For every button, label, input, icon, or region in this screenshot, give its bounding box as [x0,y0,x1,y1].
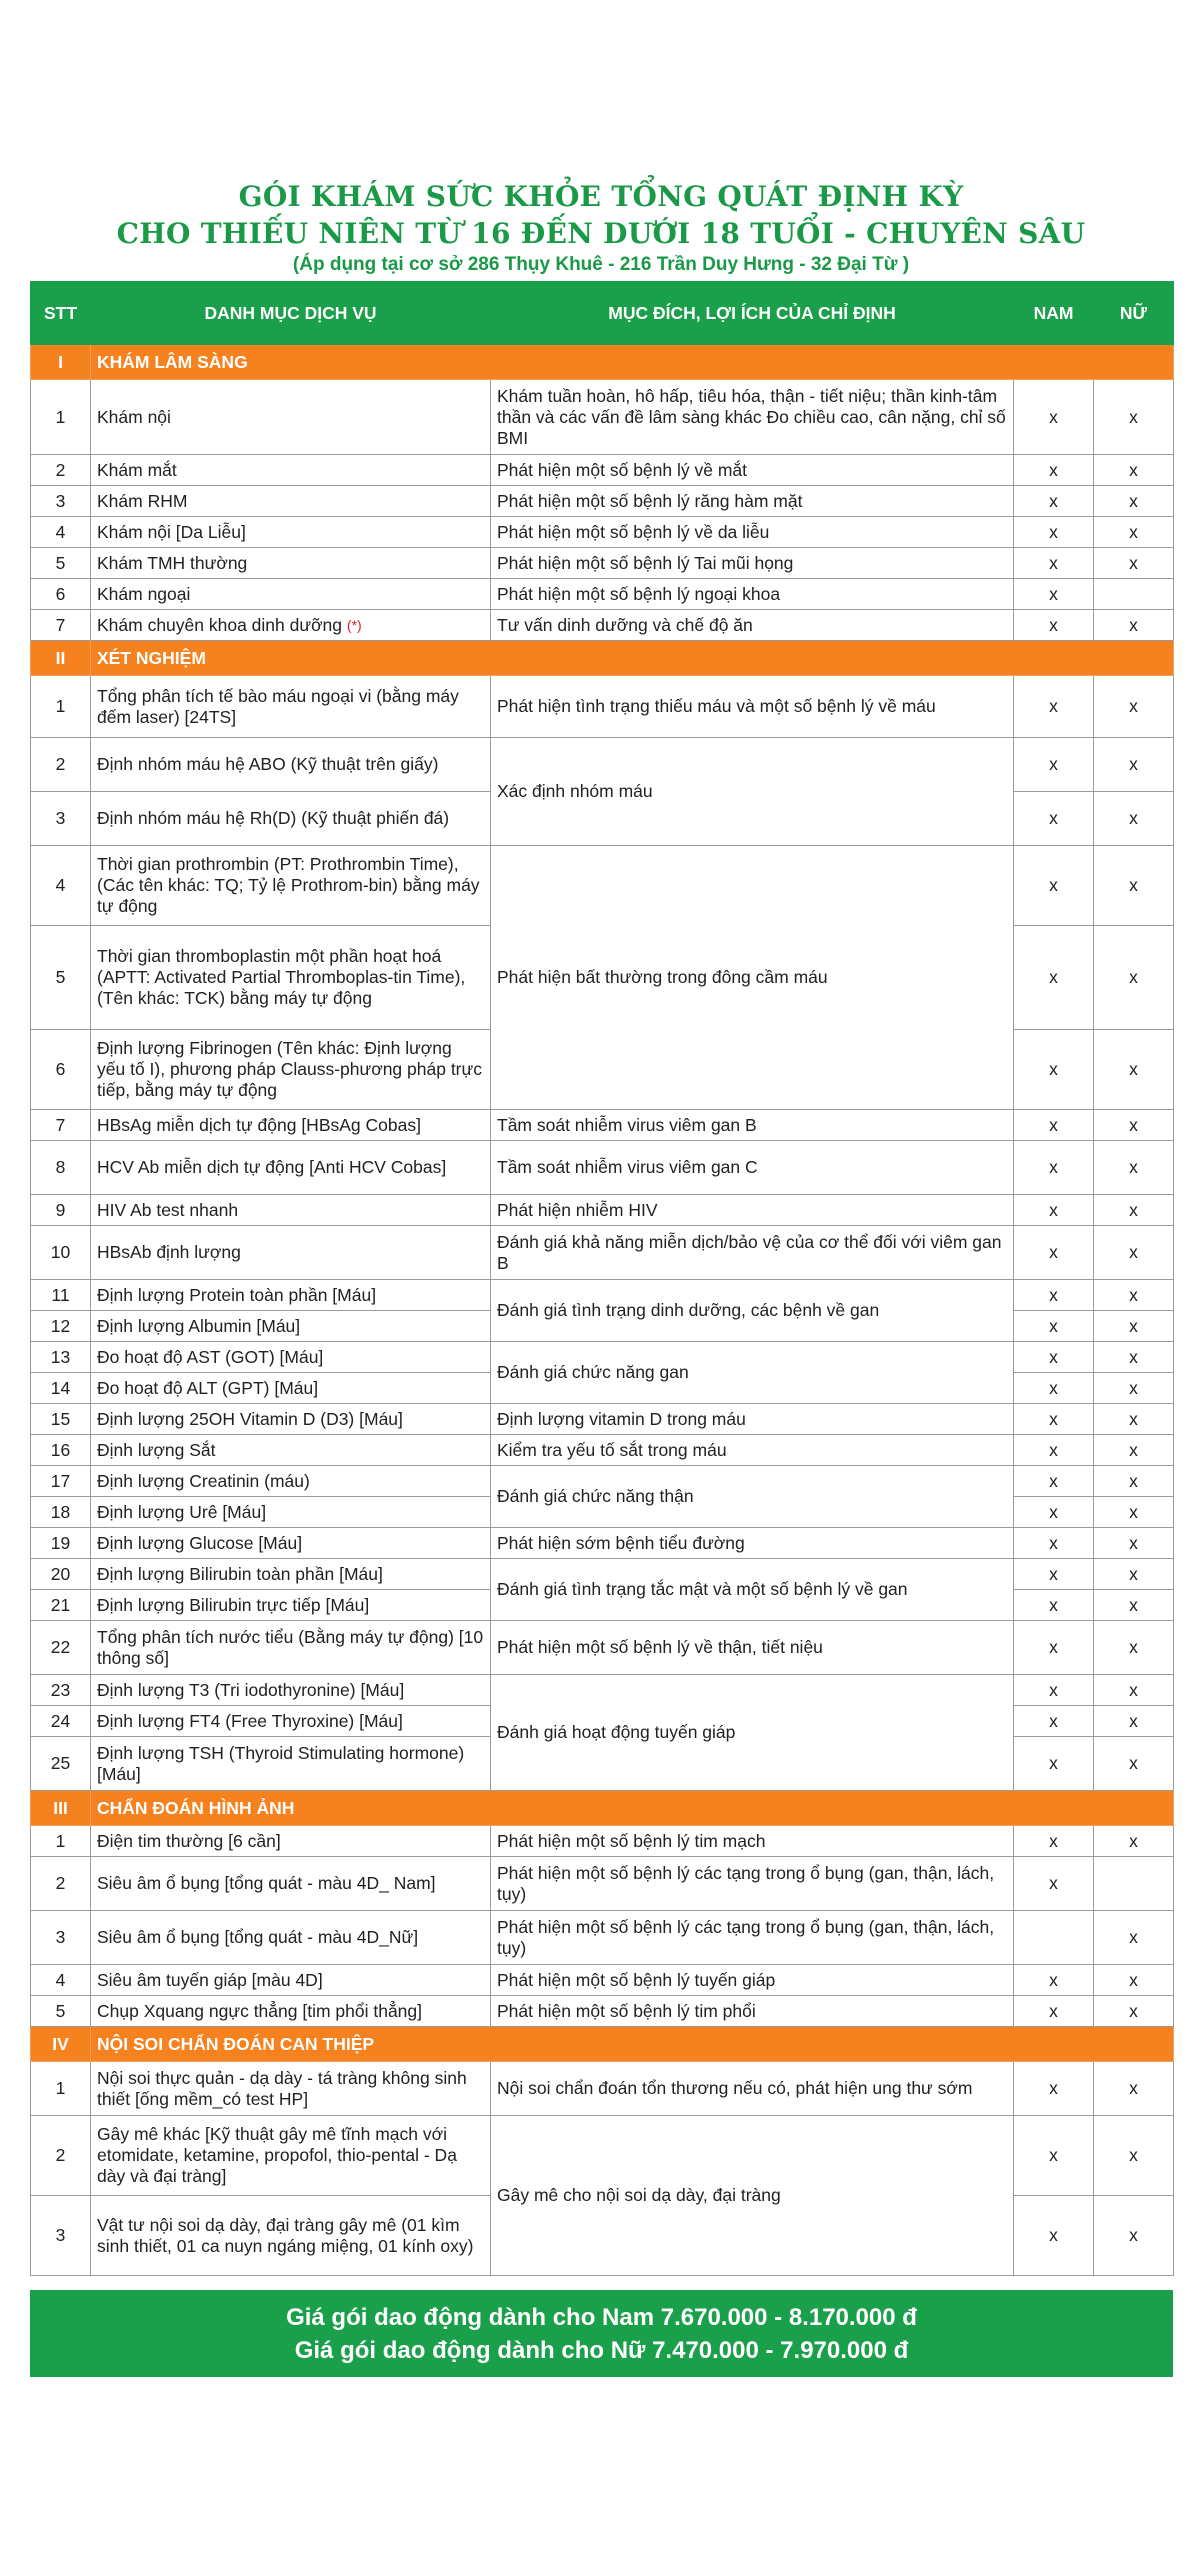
service-name: Định lượng TSH (Thyroid Stimulating hormone) [Máu] [97,1742,465,1784]
row-stt: 8 [31,1141,91,1195]
male-mark: x [1014,548,1094,579]
service-name-cell [91,1030,491,1110]
service-name: Định lượng Albumin [Máu] [97,1315,301,1336]
female-mark: x [1094,548,1174,579]
purpose-cell: Gây mê cho nội soi dạ dày, đại tràng [491,2116,1014,2276]
female-mark: x [1094,610,1174,641]
row-stt: 12 [31,1311,91,1342]
purpose-cell: Đánh giá tình trạng tắc mật và một số bệnh lý về gan [491,1559,1014,1621]
female-mark: x [1094,1528,1174,1559]
male-mark: x [1014,1311,1094,1342]
female-mark: x [1094,2062,1174,2116]
service-name: HBsAb định lượng [97,1242,241,1262]
service-name: Khám RHM [97,490,188,511]
table-row [31,1110,1174,1141]
female-mark: x [1094,1706,1174,1737]
table-row [31,846,1174,926]
section-title: NỘI SOI CHẨN ĐOÁN CAN THIỆP [91,2027,1174,2062]
table-row [31,517,1174,548]
service-name: Thời gian prothrombin (PT: Prothrombin Time), (Các tên khác: TQ; Tỷ lệ Prothrom-bin) bằng máy tự động [97,854,480,916]
row-stt: 6 [31,579,91,610]
service-name-cell [91,579,491,610]
footnote-marker: (*) [346,616,362,633]
row-stt: 17 [31,1466,91,1497]
female-mark: x [1094,1497,1174,1528]
male-mark: x [1014,2196,1094,2276]
male-mark: x [1014,1675,1094,1706]
row-stt: 4 [31,846,91,926]
purpose-cell: Đánh giá tình trạng dinh dưỡng, các bệnh về gan [491,1280,1014,1342]
row-stt: 4 [31,1965,91,1996]
service-name-cell [91,1466,491,1497]
purpose-cell: Đánh giá chức năng thận [491,1466,1014,1528]
female-mark: x [1094,1590,1174,1621]
col-header-stt: STT [31,282,91,345]
female-mark: x [1094,1826,1174,1857]
table-row [31,2116,1174,2196]
table-row [31,1911,1174,1965]
male-mark: x [1014,1528,1094,1559]
purpose-cell: Nội soi chẩn đoán tổn thương nếu có, phát hiện ung thư sớm [491,2062,1014,2116]
table-row [31,1280,1174,1311]
service-name-cell [91,1996,491,2027]
male-mark: x [1014,1342,1094,1373]
male-mark: x [1014,1706,1094,1737]
male-mark: x [1014,1826,1094,1857]
row-stt: 1 [31,1826,91,1857]
price-female: Giá gói dao động dành cho Nữ 7.470.000 - 7.970.000 đ [294,2337,909,2364]
service-name: Định lượng T3 (Tri iodothyronine) [Máu] [97,1679,405,1700]
service-name: HIV Ab test nhanh [97,1199,239,1220]
male-mark: x [1014,1737,1094,1791]
service-name-cell [91,1590,491,1621]
service-name-cell [91,517,491,548]
row-stt: 14 [31,1373,91,1404]
male-mark: x [1014,676,1094,738]
female-mark: x [1094,676,1174,738]
service-name: Đo hoạt độ AST (GOT) [Máu] [97,1346,324,1367]
price-footer [30,2290,1173,2377]
male-mark: x [1014,1590,1094,1621]
female-mark: x [1094,2116,1174,2196]
table-body [31,345,1174,2276]
service-name-cell [91,1911,491,1965]
service-name: Đo hoạt độ ALT (GPT) [Máu] [97,1377,319,1398]
male-mark: x [1014,486,1094,517]
service-name-cell [91,1857,491,1911]
male-mark: x [1014,1857,1094,1911]
purpose-cell: Phát hiện một số bệnh lý các tạng trong ổ bụng (gan, thận, lách, tụy) [491,1857,1014,1911]
section-number: I [31,345,91,380]
service-name-cell [91,1195,491,1226]
female-mark: x [1094,1911,1174,1965]
female-mark: x [1094,1342,1174,1373]
male-mark: x [1014,579,1094,610]
service-name-cell [91,1311,491,1342]
table-row [31,1857,1174,1911]
purpose-cell: Phát hiện một số bệnh lý về thận, tiết niệu [491,1621,1014,1675]
row-stt: 19 [31,1528,91,1559]
female-mark: x [1094,1435,1174,1466]
purpose-cell: Phát hiện một số bệnh lý về mắt [491,455,1014,486]
purpose-cell: Tư vấn dinh dưỡng và chế độ ăn [491,610,1014,641]
service-name: Điện tim thường [6 cần] [97,1830,281,1851]
row-stt: 4 [31,517,91,548]
male-mark: x [1014,610,1094,641]
male-mark: x [1014,1226,1094,1280]
row-stt: 9 [31,1195,91,1226]
col-header-female: NỮ [1094,282,1174,345]
female-mark: x [1094,1280,1174,1311]
title-line-2: CHO THIẾU NIÊN TỪ 16 ĐẾN DƯỚI 18 TUỔI - CHUYÊN SÂU [116,217,1086,250]
female-mark: x [1094,1559,1174,1590]
purpose-cell: Phát hiện nhiễm HIV [491,1195,1014,1226]
table-row [31,1621,1174,1675]
service-name: Siêu âm tuyến giáp [màu 4D] [97,1969,323,1990]
service-name: Định lượng Bilirubin trực tiếp [Máu] [97,1594,370,1615]
female-mark: x [1094,1226,1174,1280]
male-mark: x [1014,1373,1094,1404]
table-row [31,548,1174,579]
service-name-cell [91,380,491,455]
service-name-cell [91,2196,491,2276]
service-name-cell [91,610,491,641]
service-name-cell [91,1965,491,1996]
section-title: KHÁM LÂM SÀNG [91,345,1174,380]
purpose-cell: Phát hiện bất thường trong đông cầm máu [491,846,1014,1110]
purpose-cell: Kiểm tra yếu tố sắt trong máu [491,1435,1014,1466]
female-mark: x [1094,1030,1174,1110]
row-stt: 24 [31,1706,91,1737]
price-male: Giá gói dao động dành cho Nam 7.670.000 - 8.170.000 đ [286,2304,917,2331]
row-stt: 11 [31,1280,91,1311]
table-row [31,1466,1174,1497]
row-stt: 3 [31,2196,91,2276]
female-mark: x [1094,1737,1174,1791]
service-name-cell [91,1826,491,1857]
table-row [31,1996,1174,2027]
table-row [31,738,1174,792]
service-name: Tổng phân tích tế bào máu ngoại vi (bằng máy đếm laser) [24TS] [97,685,459,727]
service-name: Định lượng 25OH Vitamin D (D3) [Máu] [97,1408,403,1429]
service-name: HCV Ab miễn dịch tự động [Anti HCV Cobas] [97,1157,447,1177]
table-row [31,1826,1174,1857]
service-name: Định lượng FT4 (Free Thyroxine) [Máu] [97,1710,403,1731]
service-name-cell [91,1404,491,1435]
service-name-cell [91,1342,491,1373]
service-name: Khám nội [Da Liễu] [97,521,246,542]
purpose-cell: Phát hiện một số bệnh lý ngoại khoa [491,579,1014,610]
table-row [31,1141,1174,1195]
service-name: Định lượng Sắt [97,1439,216,1460]
row-stt: 2 [31,455,91,486]
table-row [31,610,1174,641]
table-row [31,2062,1174,2116]
service-name: Định lượng Creatinin (máu) [97,1470,310,1491]
female-mark: x [1094,1675,1174,1706]
service-name-cell [91,1280,491,1311]
service-name-cell [91,1528,491,1559]
services-table-wrapper [30,281,1173,2276]
table-row [31,455,1174,486]
service-name-cell [91,792,491,846]
service-name: Vật tư nội soi dạ dày, đại tràng gây mê (01 kìm sinh thiết, 01 ca nuyn ngáng miệng, 01 kính oxy) [97,2214,474,2256]
row-stt: 16 [31,1435,91,1466]
purpose-cell: Tầm soát nhiễm virus viêm gan B [491,1110,1014,1141]
section-header-row [31,2027,1174,2062]
service-name: Gây mê khác [Kỹ thuật gây mê tĩnh mạch với etomidate, ketamine, propofol, thio-pental - Dạ dày và đại tràng] [97,2124,457,2186]
service-name: Khám chuyên khoa dinh dưỡng [97,614,343,635]
male-mark [1014,1911,1094,1965]
male-mark: x [1014,1497,1094,1528]
table-row [31,1226,1174,1280]
service-name-cell [91,1226,491,1280]
male-mark: x [1014,2062,1094,2116]
row-stt: 25 [31,1737,91,1791]
col-header-service: DANH MỤC DỊCH VỤ [91,282,491,345]
table-row [31,1559,1174,1590]
female-mark: x [1094,1621,1174,1675]
service-name-cell [91,1737,491,1791]
row-stt: 23 [31,1675,91,1706]
male-mark: x [1014,792,1094,846]
purpose-cell: Đánh giá hoạt động tuyến giáp [491,1675,1014,1791]
row-stt: 3 [31,1911,91,1965]
row-stt: 5 [31,1996,91,2027]
purpose-cell: Phát hiện một số bệnh lý tuyến giáp [491,1965,1014,1996]
female-mark: x [1094,1965,1174,1996]
col-header-purpose: MỤC ĐÍCH, LỢI ÍCH CỦA CHỈ ĐỊNH [491,282,1014,345]
table-row [31,579,1174,610]
purpose-cell: Đánh giá chức năng gan [491,1342,1014,1404]
row-stt: 5 [31,926,91,1030]
male-mark: x [1014,926,1094,1030]
service-name: Thời gian thromboplastin một phần hoạt hoá (APTT: Activated Partial Thromboplas-tin Time), (Tên khác: TCK) bằng máy tự động [97,946,466,1008]
service-name-cell [91,2062,491,2116]
service-name-cell [91,1675,491,1706]
row-stt: 2 [31,738,91,792]
male-mark: x [1014,1195,1094,1226]
male-mark: x [1014,455,1094,486]
female-mark: x [1094,486,1174,517]
service-name: Định lượng Bilirubin toàn phần [Máu] [97,1563,383,1584]
service-name: Định lượng Protein toàn phần [Máu] [97,1284,377,1305]
service-name-cell [91,548,491,579]
male-mark: x [1014,1466,1094,1497]
male-mark: x [1014,1559,1094,1590]
row-stt: 10 [31,1226,91,1280]
row-stt: 20 [31,1559,91,1590]
service-name-cell [91,1706,491,1737]
service-name-cell [91,1497,491,1528]
female-mark: x [1094,846,1174,926]
page-header [0,178,1202,278]
male-mark: x [1014,1141,1094,1195]
female-mark: x [1094,1141,1174,1195]
service-name: Khám mắt [97,459,177,480]
female-mark: x [1094,1110,1174,1141]
service-name: Khám nội [97,406,171,427]
service-name: Chụp Xquang ngực thẳng [tim phổi thẳng] [97,2000,422,2021]
service-name-cell [91,2116,491,2196]
female-mark [1094,1857,1174,1911]
services-table [30,281,1174,2276]
table-row [31,486,1174,517]
row-stt: 2 [31,2116,91,2196]
row-stt: 1 [31,676,91,738]
purpose-cell: Phát hiện một số bệnh lý tim phổi [491,1996,1014,2027]
male-mark: x [1014,1965,1094,1996]
service-name-cell [91,926,491,1030]
female-mark: x [1094,1373,1174,1404]
female-mark: x [1094,517,1174,548]
table-row [31,1342,1174,1373]
row-stt: 22 [31,1621,91,1675]
male-mark: x [1014,738,1094,792]
table-row [31,1528,1174,1559]
female-mark: x [1094,380,1174,455]
female-mark: x [1094,926,1174,1030]
service-name: Siêu âm ổ bụng [tổng quát - màu 4D_ Nam] [97,1873,436,1893]
row-stt: 5 [31,548,91,579]
service-name: Khám ngoại [97,583,191,604]
row-stt: 3 [31,792,91,846]
table-row [31,1435,1174,1466]
purpose-cell: Phát hiện tình trạng thiếu máu và một số bệnh lý về máu [491,676,1014,738]
purpose-cell: Xác định nhóm máu [491,738,1014,846]
female-mark: x [1094,1311,1174,1342]
section-title: XÉT NGHIỆM [91,641,1174,676]
service-name-cell [91,738,491,792]
table-row [31,676,1174,738]
female-mark: x [1094,1404,1174,1435]
section-header-row [31,345,1174,380]
male-mark: x [1014,1110,1094,1141]
row-stt: 3 [31,486,91,517]
service-name-cell [91,846,491,926]
table-header-row [31,282,1174,345]
service-name: Tổng phân tích nước tiểu (Bằng máy tự động) [10 thông số] [97,1626,484,1668]
service-name-cell [91,455,491,486]
purpose-cell: Phát hiện một số bệnh lý răng hàm mặt [491,486,1014,517]
female-mark: x [1094,1996,1174,2027]
table-row [31,1965,1174,1996]
table-row [31,380,1174,455]
purpose-cell: Phát hiện một số bệnh lý các tạng trong ổ bụng (gan, thận, lách, tụy) [491,1911,1014,1965]
row-stt: 1 [31,380,91,455]
service-name: Nội soi thực quản - dạ dày - tá tràng không sinh thiết [ống mềm_có test HP] [97,2067,467,2109]
purpose-cell: Đánh giá khả năng miễn dịch/bảo vệ của cơ thể đối với viêm gan B [491,1226,1014,1280]
service-name-cell [91,1110,491,1141]
row-stt: 7 [31,1110,91,1141]
male-mark: x [1014,846,1094,926]
female-mark: x [1094,2196,1174,2276]
table-row [31,1675,1174,1706]
title-line-1: GÓI KHÁM SỨC KHỎE TỔNG QUÁT ĐỊNH KỲ [238,180,964,213]
section-number: III [31,1791,91,1826]
service-name-cell [91,1435,491,1466]
service-name-cell [91,1141,491,1195]
section-title: CHẨN ĐOÁN HÌNH ẢNH [91,1791,1174,1826]
row-stt: 15 [31,1404,91,1435]
col-header-male: NAM [1014,282,1094,345]
row-stt: 1 [31,2062,91,2116]
service-name: Định lượng Fibrinogen (Tên khác: Định lượng yếu tố I), phương pháp Clauss-phương pháp trực tiếp, bằng máy tự động [97,1038,482,1100]
row-stt: 2 [31,1857,91,1911]
male-mark: x [1014,2116,1094,2196]
subtitle: (Áp dụng tại cơ sở 286 Thụy Khuê - 216 Trần Duy Hưng - 32 Đại Từ ) [292,254,910,275]
row-stt: 13 [31,1342,91,1373]
service-name-cell [91,676,491,738]
table-row [31,1195,1174,1226]
purpose-cell: Phát hiện một số bệnh lý tim mạch [491,1826,1014,1857]
male-mark: x [1014,1030,1094,1110]
male-mark: x [1014,1435,1094,1466]
purpose-cell: Phát hiện sớm bệnh tiểu đường [491,1528,1014,1559]
table-row [31,1404,1174,1435]
service-name: Định lượng Glucose [Máu] [97,1532,303,1553]
male-mark: x [1014,1621,1094,1675]
row-stt: 18 [31,1497,91,1528]
male-mark: x [1014,517,1094,548]
section-number: II [31,641,91,676]
female-mark: x [1094,455,1174,486]
male-mark: x [1014,380,1094,455]
service-name: Định nhóm máu hệ ABO (Kỹ thuật trên giấy) [97,754,439,774]
purpose-cell: Khám tuần hoàn, hô hấp, tiêu hóa, thận - tiết niệu; thần kinh-tâm thần và các vấn đề lâm sàng khác Đo chiều cao, cân nặng, chỉ số BMI [491,380,1014,455]
row-stt: 6 [31,1030,91,1110]
section-header-row [31,641,1174,676]
service-name: Định nhóm máu hệ Rh(D) (Kỹ thuật phiến đá) [97,808,450,828]
section-header-row [31,1791,1174,1826]
female-mark: x [1094,1195,1174,1226]
purpose-cell: Phát hiện một số bệnh lý về da liễu [491,517,1014,548]
service-name-cell [91,1621,491,1675]
female-mark: x [1094,1466,1174,1497]
service-name-cell [91,1373,491,1404]
male-mark: x [1014,1996,1094,2027]
service-name: Khám TMH thường [97,552,248,573]
row-stt: 7 [31,610,91,641]
service-name-cell [91,1559,491,1590]
purpose-cell: Định lượng vitamin D trong máu [491,1404,1014,1435]
section-number: IV [31,2027,91,2062]
female-mark [1094,579,1174,610]
female-mark: x [1094,738,1174,792]
female-mark: x [1094,792,1174,846]
male-mark: x [1014,1404,1094,1435]
male-mark: x [1014,1280,1094,1311]
service-name: HBsAg miễn dịch tự động [HBsAg Cobas] [97,1114,421,1135]
service-name-cell [91,486,491,517]
purpose-cell: Tầm soát nhiễm virus viêm gan C [491,1141,1014,1195]
row-stt: 21 [31,1590,91,1621]
service-name: Siêu âm ổ bụng [tổng quát - màu 4D_Nữ] [97,1927,419,1947]
purpose-cell: Phát hiện một số bệnh lý Tai mũi họng [491,548,1014,579]
service-name: Định lượng Urê [Máu] [97,1501,267,1522]
